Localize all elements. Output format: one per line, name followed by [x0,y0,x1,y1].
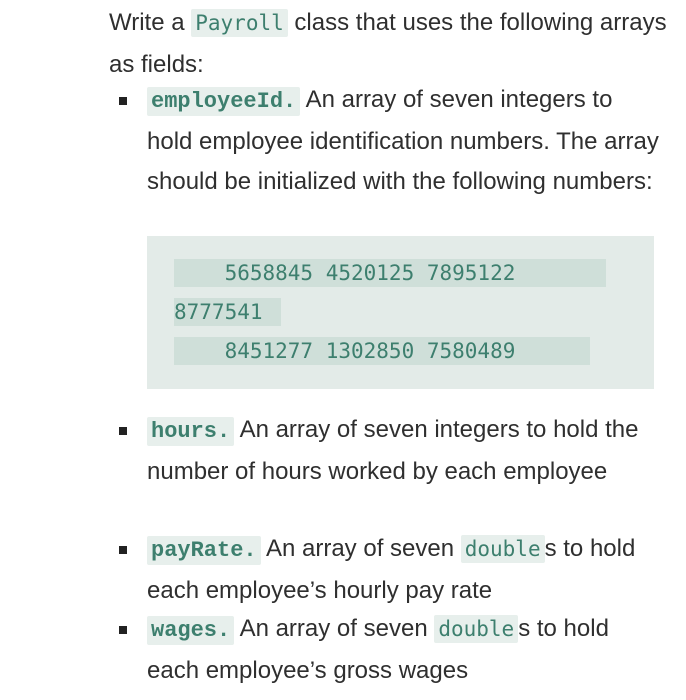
pay-rate-term: payRate. [147,536,261,565]
hours-term: hours. [147,417,234,446]
wages-text-after: s to hold each employee’s gross wages [147,615,609,684]
bullet-square-icon [119,427,127,435]
bullet-employee-id [147,80,662,202]
bullet-pay-rate [147,529,662,611]
code-line-3: 8451277 1302850 7580489 [174,337,590,365]
pay-rate-text-before: An array of seven [260,535,461,562]
employee-id-description: An array of seven integers to hold employee identification numbers. The array should be initialized with the following numbers: [147,86,659,195]
employee-id-code-block [147,236,654,389]
pay-rate-text-after: s to hold each employee’s hourly pay rate [147,535,636,604]
bullet-square-icon [119,546,127,554]
employee-id-term: employeeId. [147,87,300,116]
bullet-square-icon [119,97,127,105]
bullet-wages [147,609,662,691]
double-type-code: double [434,615,518,643]
code-line-2: 8777541 [174,298,281,326]
wages-text-before: An array of seven [234,615,435,642]
bullet-hours [147,410,662,492]
code-line-1: 5658845 4520125 7895122 [174,259,606,287]
wages-term: wages. [147,616,234,645]
intro-paragraph [109,2,669,85]
double-type-code: double [461,535,545,563]
intro-text-before: Write a [109,9,192,36]
hours-description: An array of seven integers to hold the number of hours worked by each employee [147,416,639,485]
bullet-square-icon [119,626,127,634]
intro-text-after: class that uses the following arrays as fields: [109,9,667,78]
payroll-class-code: Payroll [191,9,288,37]
